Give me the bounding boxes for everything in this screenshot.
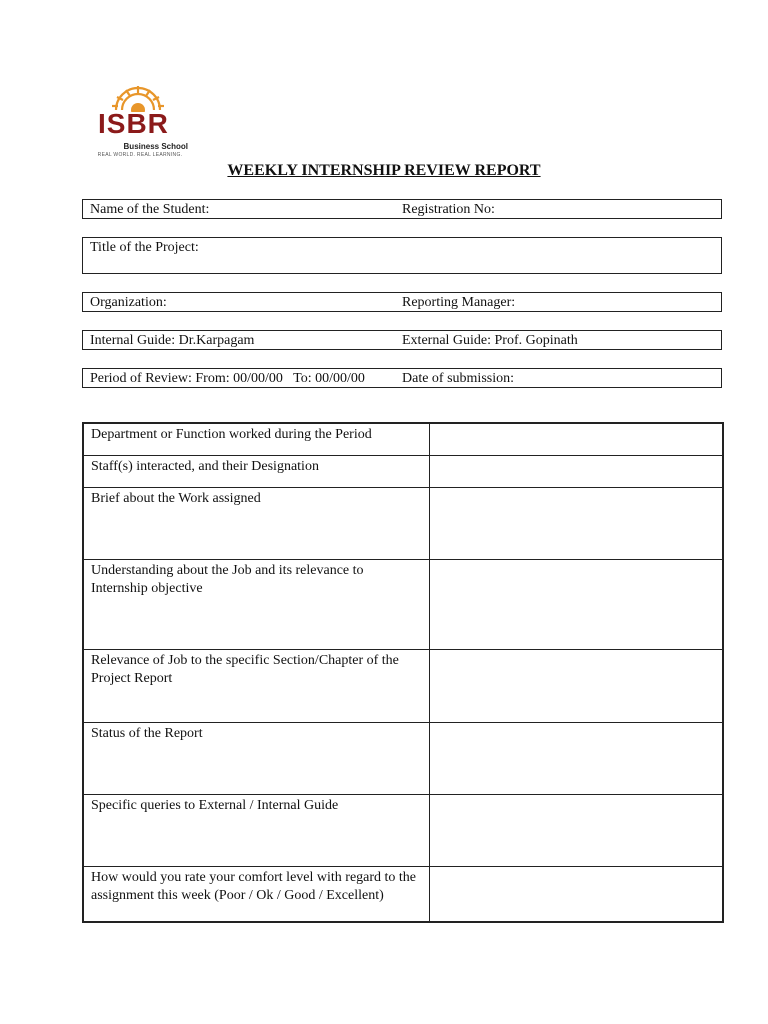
answer-cell <box>429 866 723 922</box>
field-label: Date of submission: <box>402 371 514 386</box>
answer-cell <box>429 423 723 455</box>
answer-cell <box>429 455 723 487</box>
answer-cell <box>429 722 723 794</box>
logo-subtitle: Business School <box>123 142 188 151</box>
logo-name: ISBR <box>98 108 169 139</box>
table-row <box>83 722 723 794</box>
student-name-field <box>82 199 722 219</box>
field-label: External Guide: Prof. Gopinath <box>402 333 578 348</box>
question-cell: Status of the Report <box>83 722 429 794</box>
field-label: Period of Review: From: 00/00/00 To: 00/00/00 <box>90 371 365 386</box>
field-label: Organization: <box>90 295 167 310</box>
project-title-field <box>82 237 722 274</box>
field-label: Reporting Manager: <box>402 295 516 310</box>
table-row <box>83 794 723 866</box>
field-label: Title of the Project: <box>90 240 199 255</box>
table-row <box>83 559 723 649</box>
table-row <box>83 866 723 922</box>
question-cell: Relevance of Job to the specific Section/Chapter of the Project Report <box>83 649 429 722</box>
page-title: WEEKLY INTERNSHIP REVIEW REPORT <box>227 162 541 179</box>
question-cell: How would you rate your comfort level with regard to the assignment this week (Poor / Ok / Good / Excellent) <box>83 866 429 922</box>
organization-field <box>82 292 722 312</box>
table-row <box>83 455 723 487</box>
question-cell: Brief about the Work assigned <box>83 487 429 559</box>
answer-cell <box>429 649 723 722</box>
table-row <box>83 649 723 722</box>
table-row <box>83 423 723 455</box>
field-label: Registration No: <box>402 202 495 217</box>
answer-cell <box>429 794 723 866</box>
guides-field <box>82 330 722 350</box>
question-cell: Understanding about the Job and its relevance to Internship objective <box>83 559 429 649</box>
question-cell: Specific queries to External / Internal Guide <box>83 794 429 866</box>
answer-cell <box>429 487 723 559</box>
review-period-field <box>82 368 722 388</box>
answer-cell <box>429 559 723 649</box>
review-table <box>82 422 724 923</box>
question-cell: Staff(s) interacted, and their Designation <box>83 455 429 487</box>
field-label: Internal Guide: Dr.Karpagam <box>90 333 255 348</box>
table-row <box>83 487 723 559</box>
field-label: Name of the Student: <box>90 202 210 217</box>
question-cell: Department or Function worked during the Period <box>83 423 429 455</box>
logo-tagline: REAL WORLD. REAL LEARNING. <box>97 152 183 158</box>
isbr-logo <box>88 84 188 162</box>
